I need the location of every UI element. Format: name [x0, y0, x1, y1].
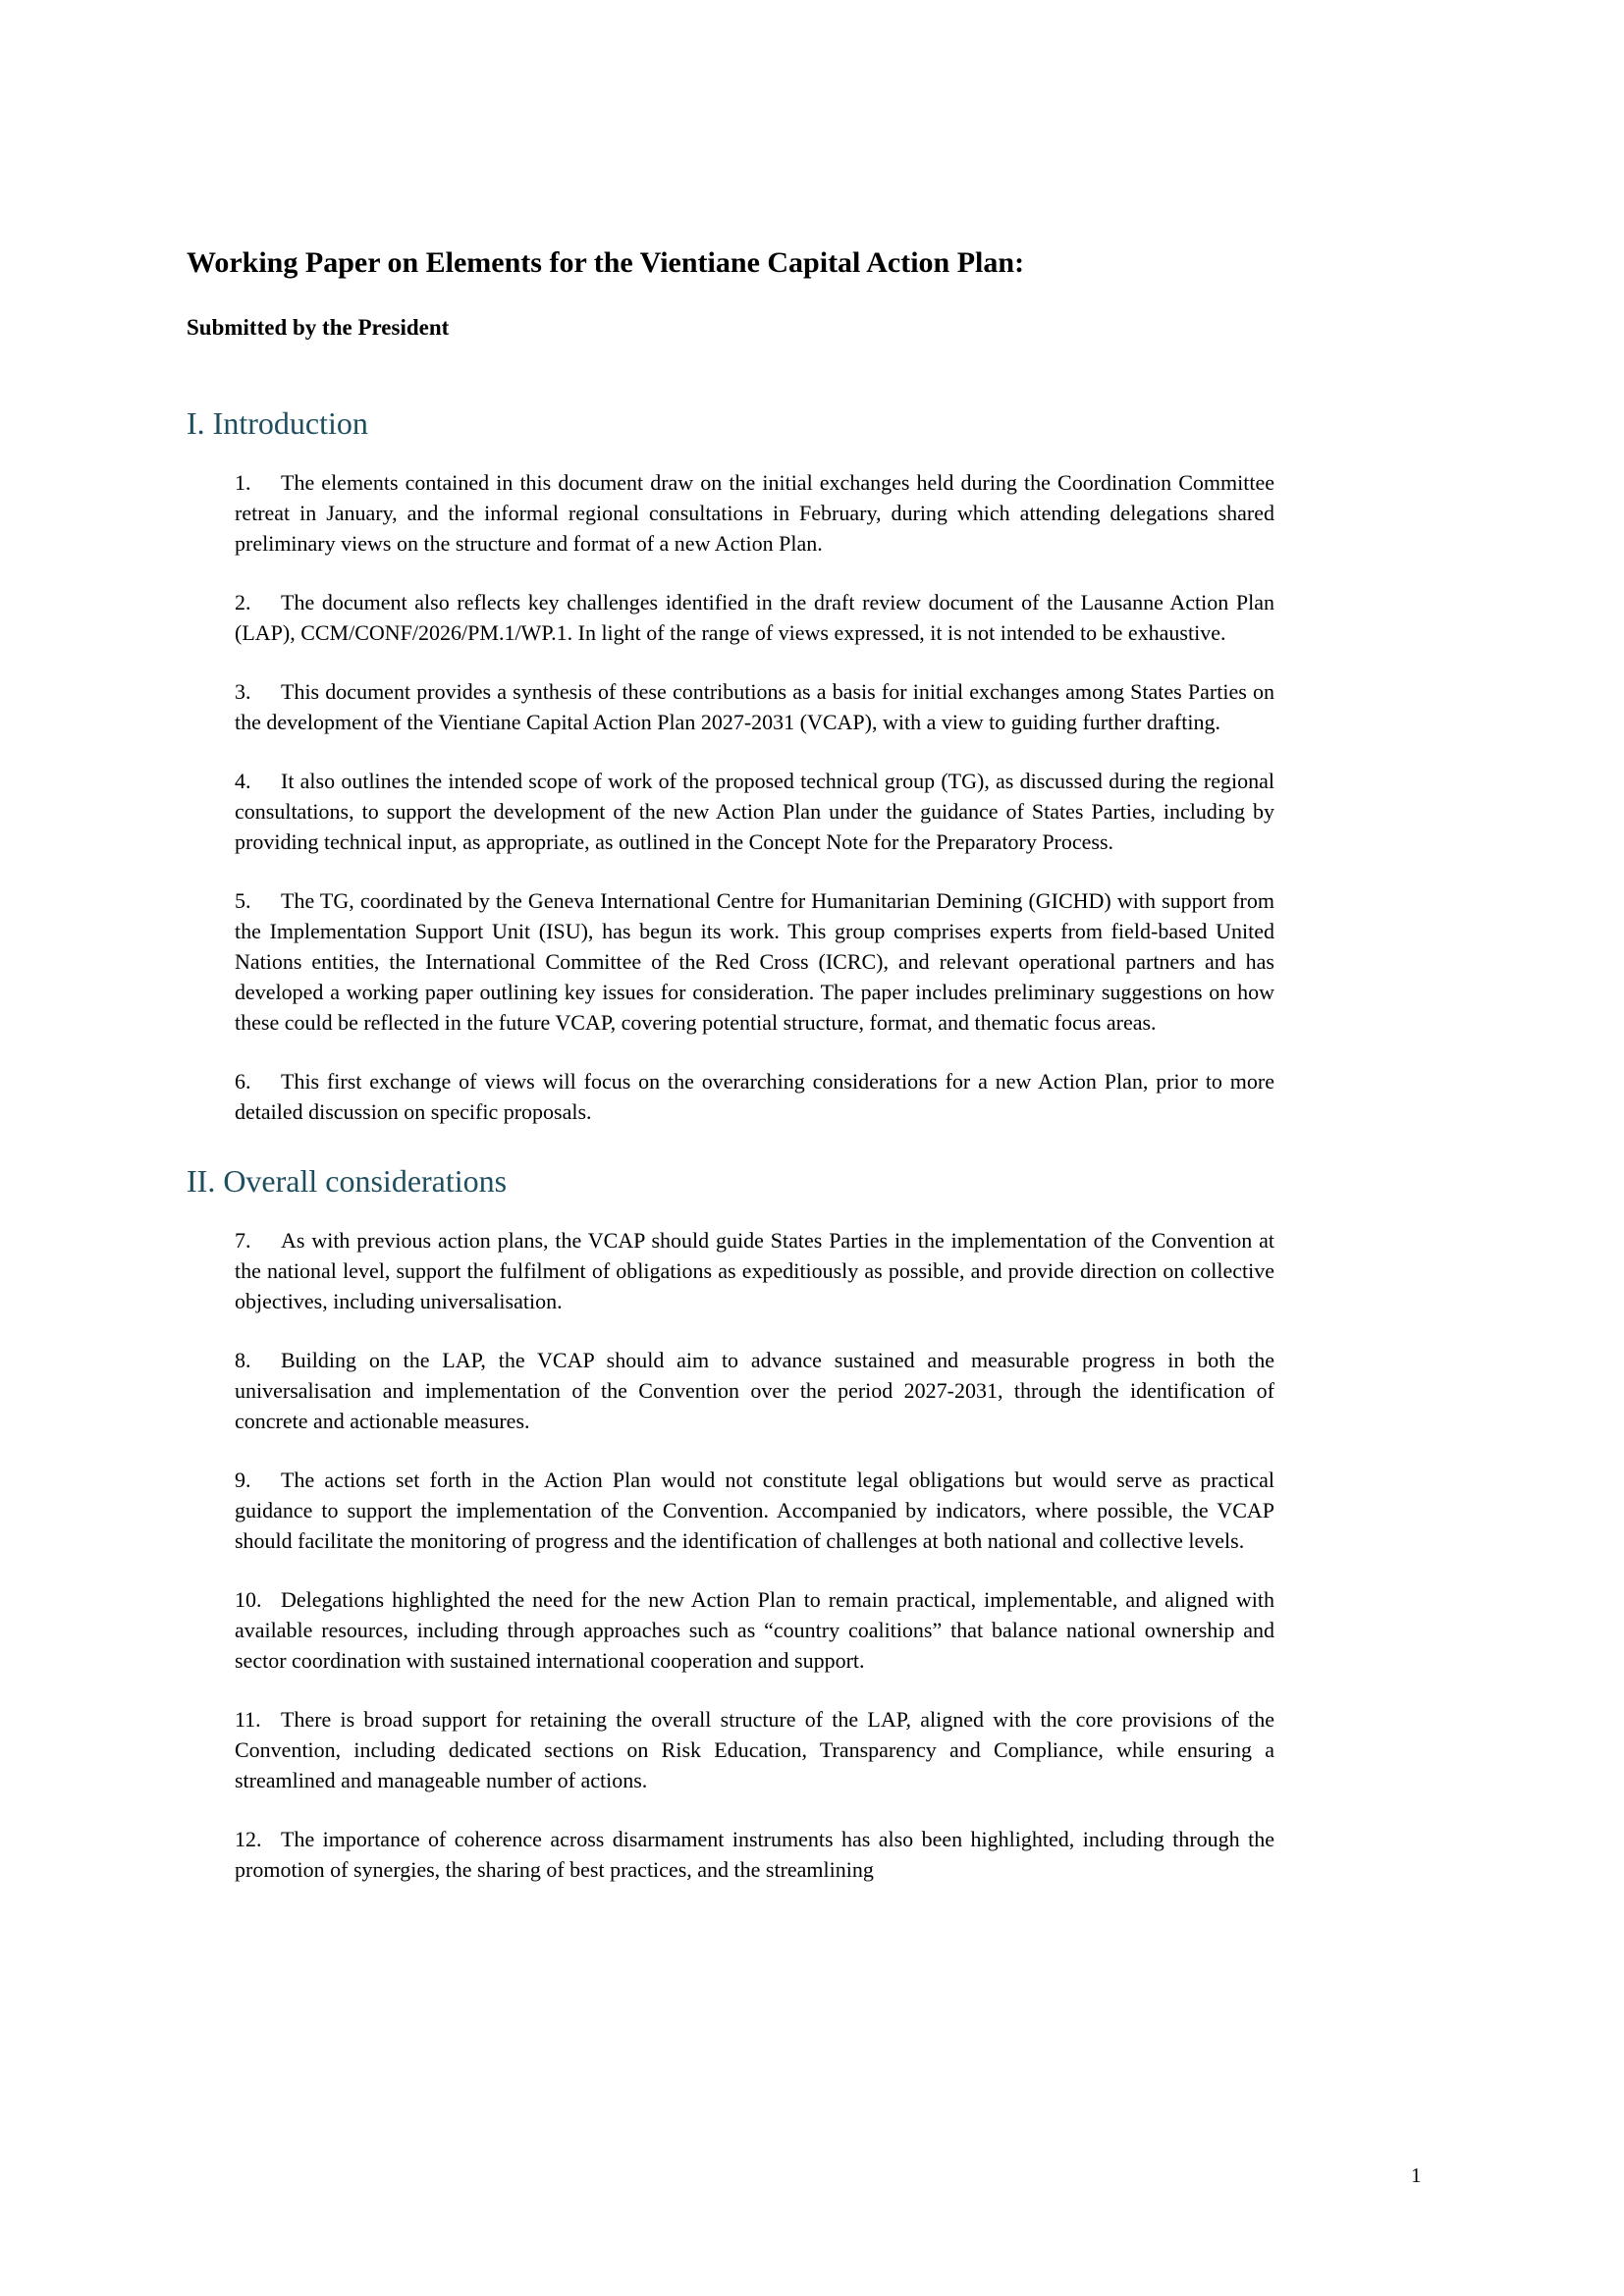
numbered-paragraph: [235, 1584, 1274, 1676]
numbered-paragraph: [235, 587, 1274, 648]
numbered-paragraph: [235, 1225, 1274, 1316]
paragraph-text: The document also reflects key challenges identified in the draft review document of the Lausanne Action Plan (LAP), CCM/CONF/2026/PM.1/WP.1. In light of the range of views expressed, it is not intended to be exhaustive.: [235, 589, 1274, 645]
paragraph-text: The TG, coordinated by the Geneva International Centre for Humanitarian Demining (GICHD) with support from the Implementation Support Unit (ISU), has begun its work. This group comprises experts from field-based United Nations entities, the International Committee of the Red Cross (ICRC), and relevant operational partners and has developed a working paper outlining key issues for consideration. The paper includes preliminary suggestions on how these could be reflected in the future VCAP, covering potential structure, format, and thematic focus areas.: [235, 887, 1274, 1035]
paragraph-text: Delegations highlighted the need for the new Action Plan to remain practical, implementable, and aligned with available resources, including through approaches such as “country coalitions” that balance national ownership and sector coordination with sustained international cooperation and support.: [235, 1587, 1274, 1674]
numbered-paragraph: [235, 766, 1274, 857]
section-heading: II. Overall considerations: [187, 1162, 508, 1199]
paragraph-number: 10.: [235, 1587, 262, 1613]
paragraph-text: This document provides a synthesis of these contributions as a basis for initial exchanges among States Parties on the development of the Vientiane Capital Action Plan 2027-2031 (VCAP), with a view to guiding further drafting.: [235, 678, 1274, 734]
sections-container: [187, 404, 1274, 1886]
paragraph-number: 8.: [235, 1348, 251, 1373]
paragraph-text: There is broad support for retaining the overall structure of the LAP, aligned with the core provisions of the Convention, including dedicated sections on Risk Education, Transparency and Compliance, while ensuring a streamlined and manageable number of actions.: [235, 1707, 1274, 1793]
numbered-paragraph: [235, 1345, 1274, 1436]
paragraph-number: 3.: [235, 678, 251, 704]
document-content: [187, 245, 1274, 1913]
paragraph-text: As with previous action plans, the VCAP should guide States Parties in the implementation of the Convention at the national level, support the fulfilment of obligations as expeditiously as possible, and provide direction on collective objectives, including universalisation.: [235, 1228, 1274, 1314]
numbered-paragraph: [235, 1704, 1274, 1795]
document-subtitle: Submitted by the President: [187, 315, 450, 340]
paragraph-number: 11.: [235, 1707, 261, 1733]
numbered-paragraph: [235, 1465, 1274, 1556]
paragraph-text: The elements contained in this document draw on the initial exchanges held during the Coordination Committee retreat in January, and the informal regional consultations in February, during which attending delegations shared preliminary views on the structure and format of a new Action Plan.: [235, 469, 1274, 556]
numbered-paragraph: [235, 676, 1274, 737]
paragraph-number: 9.: [235, 1468, 251, 1493]
paragraph-text: The importance of coherence across disarmament instruments has also been highlighted, including through the promotion of synergies, the sharing of best practices, and the streamlining: [235, 1827, 1274, 1883]
paragraph-number: 6.: [235, 1068, 251, 1094]
numbered-paragraph: [235, 1824, 1274, 1885]
paragraph-text: The actions set forth in the Action Plan would not constitute legal obligations but would serve as practical guidance to support the implementation of the Convention. Accompanied by indicators, where possible, the VCAP should facilitate the monitoring of progress and the identification of challenges at both national and collective levels.: [235, 1468, 1274, 1554]
page-number: 1: [1411, 2163, 1422, 2187]
paragraph-text: Building on the LAP, the VCAP should aim to advance sustained and measurable progress in both the universalisation and implementation of the Convention over the period 2027-2031, through the identification of concrete and actionable measures.: [235, 1348, 1274, 1434]
section: [187, 1162, 1274, 1885]
numbered-paragraph: [235, 1066, 1274, 1127]
paragraph-number: 5.: [235, 887, 251, 913]
numbered-paragraph: [235, 885, 1274, 1038]
section: [187, 404, 1274, 1127]
paragraph-number: 2.: [235, 589, 251, 614]
paragraph-text: This first exchange of views will focus on the overarching considerations for a new Action Plan, prior to more detailed discussion on specific proposals.: [235, 1068, 1274, 1124]
section-heading: I. Introduction: [187, 404, 368, 441]
numbered-paragraph: [235, 467, 1274, 559]
paragraph-number: 7.: [235, 1228, 251, 1254]
paragraph-number: 4.: [235, 768, 251, 793]
paragraph-number: 1.: [235, 469, 251, 495]
paragraph-text: It also outlines the intended scope of work of the proposed technical group (TG), as discussed during the regional consultations, to support the development of the new Action Plan under the guidance of States Parties, including by providing technical input, as appropriate, as outlined in the Concept Note for the Preparatory Process.: [235, 768, 1274, 854]
paragraph-number: 12.: [235, 1827, 262, 1852]
page-title: Working Paper on Elements for the Vientiane Capital Action Plan:: [187, 246, 1025, 279]
